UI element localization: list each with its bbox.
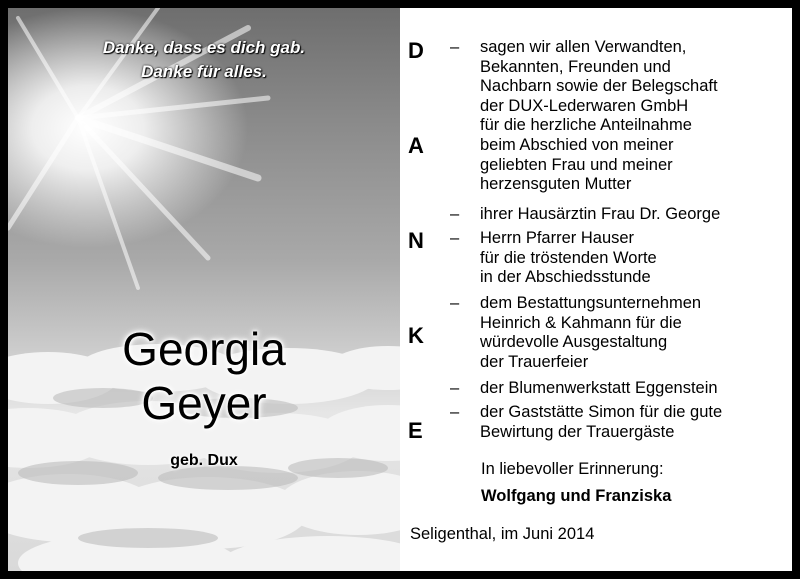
entry-text: der Gaststätte Simon für die gute Bewirtung der Trauergäste: [480, 403, 723, 441]
entry-text: ihrer Hausärztin Frau Dr. George: [480, 205, 721, 223]
memory-line: In liebevoller Erinnerung:: [481, 460, 664, 478]
entry-text: der Blumenwerkstatt Eggenstein: [480, 379, 718, 397]
entry-dash: –: [450, 205, 460, 223]
entry-dash: –: [450, 294, 460, 312]
maiden-name: geb. Dux: [170, 452, 238, 469]
entry-text: sagen wir allen Verwandten, Bekannten, Freunden und Nachbarn sowie der Belegschaft der DUX-Lederwaren GmbH für die herzliche Anteilnahme beim Abschied von meiner geliebten Frau und meiner herzensguten Mutter: [480, 38, 718, 194]
last-name: Geyer: [141, 377, 267, 429]
acrostic-letter: E: [408, 418, 423, 443]
verse-line-1: Danke, dass es dich gab.: [102, 38, 306, 57]
entry-dash: –: [450, 379, 460, 397]
sky-photo: [8, 8, 400, 571]
place-date: Seligenthal, im Juni 2014: [410, 525, 595, 543]
first-name: Georgia: [122, 323, 286, 375]
entry-text: dem Bestattungsunternehmen Heinrich & Kahmann für die würdevolle Ausgestaltung der Trauerfeier: [480, 294, 702, 371]
acrostic-letter: N: [408, 228, 424, 253]
acrostic-letter: K: [408, 323, 424, 348]
signers: Wolfgang und Franziska: [481, 487, 672, 505]
entry-dash: –: [450, 403, 460, 421]
entry-text: Herrn Pfarrer Hauser für die tröstenden Worte in der Abschiedsstunde: [480, 229, 657, 287]
acrostic-letter: D: [408, 38, 424, 63]
acrostic-letter: A: [408, 133, 424, 158]
entry-dash: –: [450, 229, 460, 247]
entry-dash: –: [450, 38, 460, 56]
verse-line-2: Danke für alles.: [141, 62, 267, 81]
